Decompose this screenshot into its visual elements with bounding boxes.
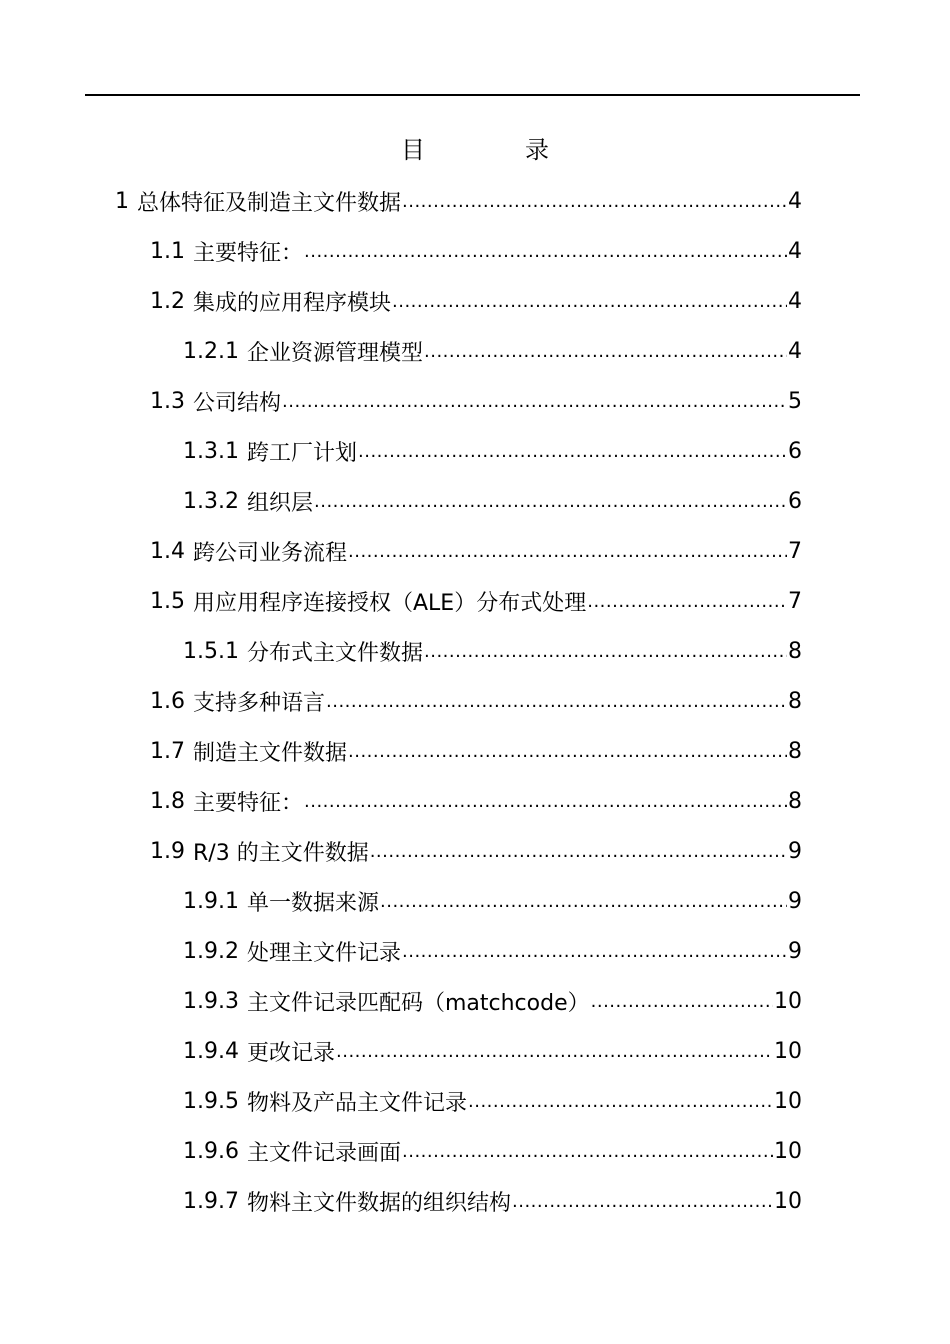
toc-dot-leader — [326, 689, 787, 713]
toc-entry[interactable] — [183, 976, 802, 1026]
toc-title — [0, 132, 950, 168]
toc-title-left: 目 — [401, 136, 425, 164]
toc-entry-number: 1.1 — [150, 238, 185, 264]
toc-entry-number: 1.7 — [150, 738, 185, 764]
toc-entry-label: 主文件记录匹配码（matchcode） — [246, 990, 590, 1016]
toc-dot-leader — [370, 839, 787, 863]
toc-entry-label: 集成的应用程序模块 — [193, 290, 392, 316]
toc-entry-number: 1.5.1 — [183, 638, 239, 664]
toc-entry-page: 8 — [788, 638, 802, 664]
toc-entry-number: 1.4 — [150, 538, 185, 564]
toc-entry-label: 分布式主文件数据 — [246, 640, 423, 666]
toc-entry-number: 1.9.4 — [183, 1038, 239, 1064]
toc-entry[interactable] — [183, 1126, 802, 1176]
toc-entry-label: 跨工厂计划 — [246, 440, 357, 466]
toc-dot-leader — [336, 1039, 773, 1063]
toc-entry[interactable] — [150, 276, 802, 326]
toc-entry-label: 处理主文件记录 — [246, 940, 401, 966]
toc-entry-label: 主文件记录画面 — [246, 1140, 401, 1166]
toc-entry-number: 1.9.2 — [183, 938, 239, 964]
toc-entry-number: 1.2 — [150, 288, 185, 314]
toc-entry-number: 1.9.7 — [183, 1188, 239, 1214]
toc-entry-label: 主要特征： — [193, 240, 304, 266]
toc-dot-leader — [348, 539, 787, 563]
toc-entry[interactable] — [183, 876, 802, 926]
toc-entry-label: 总体特征及制造主文件数据 — [137, 190, 402, 216]
toc-entry-number: 1.9.6 — [183, 1138, 239, 1164]
toc-entry-page: 9 — [788, 838, 802, 864]
toc-entry-number: 1.3 — [150, 388, 185, 414]
toc-dot-leader — [512, 1189, 773, 1213]
toc-entry-label: 支持多种语言 — [193, 690, 326, 716]
toc-entry[interactable] — [150, 776, 802, 826]
toc-dot-leader — [402, 1139, 773, 1163]
toc-entry-label: 公司结构 — [193, 390, 282, 416]
toc-entry[interactable] — [183, 626, 802, 676]
toc-entry-page: 9 — [788, 938, 802, 964]
toc-entry[interactable] — [183, 476, 802, 526]
toc-entry[interactable] — [150, 726, 802, 776]
toc-dot-leader — [424, 339, 787, 363]
toc-dot-leader — [380, 889, 787, 913]
toc-entry-number: 1.9.5 — [183, 1088, 239, 1114]
toc-entry[interactable] — [150, 676, 802, 726]
toc-entry-page: 10 — [774, 1188, 802, 1214]
toc-entry-page: 6 — [788, 488, 802, 514]
toc-entry-page: 4 — [788, 238, 802, 264]
toc-entry-page: 8 — [788, 738, 802, 764]
toc-entry-number: 1.8 — [150, 788, 185, 814]
toc-entry[interactable] — [183, 1026, 802, 1076]
toc-entry-label: 跨公司业务流程 — [193, 540, 348, 566]
toc-entry-label: 主要特征： — [193, 790, 304, 816]
toc-entry-label: 企业资源管理模型 — [246, 340, 423, 366]
toc-dot-leader — [468, 1089, 773, 1113]
toc-entry-page: 10 — [774, 1038, 802, 1064]
toc-entry-label: 制造主文件数据 — [193, 740, 348, 766]
toc-entry[interactable] — [150, 376, 802, 426]
toc-entry[interactable] — [150, 226, 802, 276]
toc-entry-page: 8 — [788, 788, 802, 814]
toc-entry-page: 4 — [788, 288, 802, 314]
toc-entry-page: 10 — [774, 1088, 802, 1114]
toc-entry-page: 8 — [788, 688, 802, 714]
toc-dot-leader — [304, 239, 787, 263]
toc-dot-leader — [358, 439, 787, 463]
toc-entry[interactable] — [183, 326, 802, 376]
header-rule — [85, 94, 860, 96]
toc-entry-label: 物料主文件数据的组织结构 — [246, 1190, 511, 1216]
toc-entry-page: 5 — [788, 388, 802, 414]
toc-entry-page: 7 — [788, 538, 802, 564]
toc-entry-number: 1.3.1 — [183, 438, 239, 464]
toc-entry[interactable] — [115, 176, 802, 226]
toc-entry-label: 更改记录 — [246, 1040, 335, 1066]
toc-entry-page: 9 — [788, 888, 802, 914]
toc-dot-leader — [424, 639, 787, 663]
toc-entry-number: 1.3.2 — [183, 488, 239, 514]
toc-entry-label: 物料及产品主文件记录 — [246, 1090, 467, 1116]
toc-entry-page: 7 — [788, 588, 802, 614]
toc-entry[interactable] — [183, 426, 802, 476]
toc-dot-leader — [314, 489, 787, 513]
toc-entry-label: R/3 的主文件数据 — [193, 840, 369, 866]
toc-entry-page: 4 — [788, 338, 802, 364]
toc-entry-page: 10 — [774, 1138, 802, 1164]
toc-entry-label: 用应用程序连接授权（ALE）分布式处理 — [193, 590, 587, 616]
toc-entry-number: 1.9.1 — [183, 888, 239, 914]
toc-dot-leader — [282, 389, 787, 413]
toc-dot-leader — [587, 589, 787, 613]
toc-dot-leader — [348, 739, 787, 763]
toc-entry-number: 1 — [115, 188, 129, 214]
toc-entry[interactable] — [150, 576, 802, 626]
toc-entry-label: 单一数据来源 — [246, 890, 379, 916]
toc-dot-leader — [402, 939, 787, 963]
toc-entry-number: 1.6 — [150, 688, 185, 714]
toc-entry-number: 1.9 — [150, 838, 185, 864]
toc-entry-page: 10 — [774, 988, 802, 1014]
toc-dot-leader — [304, 789, 787, 813]
toc-entry-number: 1.5 — [150, 588, 185, 614]
toc-entry[interactable] — [183, 1176, 802, 1226]
toc-entry[interactable] — [150, 826, 802, 876]
toc-entry-page: 4 — [788, 188, 802, 214]
toc-dot-leader — [392, 289, 787, 313]
toc-entry[interactable] — [183, 926, 802, 976]
toc-entry[interactable] — [183, 1076, 802, 1126]
toc-dot-leader — [591, 989, 773, 1013]
toc-entry-number: 1.2.1 — [183, 338, 239, 364]
toc-entry[interactable] — [150, 526, 802, 576]
toc-dot-leader — [402, 189, 787, 213]
toc-entry-label: 组织层 — [246, 490, 313, 516]
toc-title-right: 录 — [525, 136, 549, 164]
toc-entry-page: 6 — [788, 438, 802, 464]
toc-entry-number: 1.9.3 — [183, 988, 239, 1014]
